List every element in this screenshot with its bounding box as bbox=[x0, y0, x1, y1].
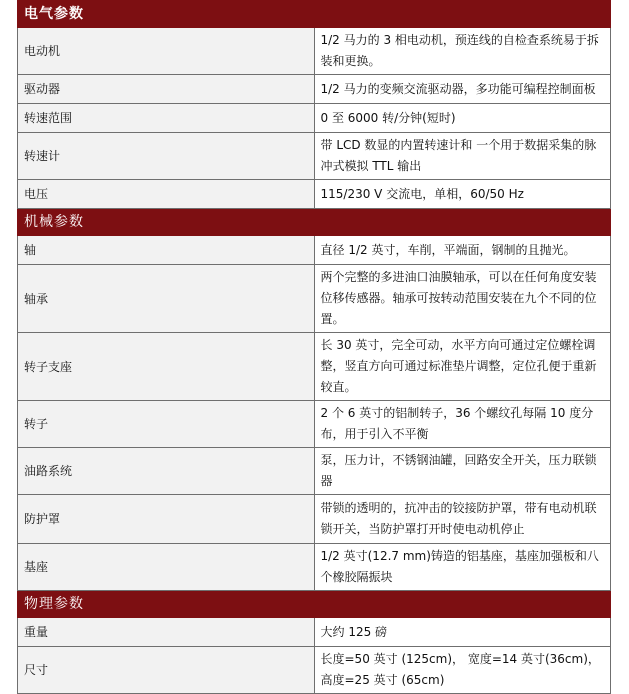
section-title: 电气参数 bbox=[18, 1, 611, 28]
row-value: 1/2 英寸(12.7 mm)铸造的铝基座，基座加强板和八个橡胶隔振块 bbox=[314, 544, 611, 591]
row-value: 2 个 6 英寸的铝制转子，36 个螺纹孔每隔 10 度分布，用于引入不平衡 bbox=[314, 401, 611, 448]
table-row bbox=[18, 544, 611, 591]
table-row bbox=[18, 104, 611, 133]
table-row bbox=[18, 647, 611, 694]
table-row bbox=[18, 180, 611, 209]
section-header-mechanical bbox=[18, 209, 611, 236]
table-row bbox=[18, 236, 611, 265]
row-value: 长 30 英寸，完全可动，水平方向可通过定位螺栓调整，竖直方向可通过标准垫片调整，定位孔便于重新较直。 bbox=[314, 333, 611, 401]
row-label: 轴承 bbox=[18, 265, 315, 333]
section-header-physical bbox=[18, 591, 611, 618]
row-label: 电压 bbox=[18, 180, 315, 209]
row-label: 转速范围 bbox=[18, 104, 315, 133]
section-title: 机械参数 bbox=[18, 209, 611, 236]
row-value: 1/2 马力的 3 相电动机，预连线的自检查系统易于拆装和更换。 bbox=[314, 28, 611, 75]
row-label: 基座 bbox=[18, 544, 315, 591]
table-row bbox=[18, 133, 611, 180]
row-label: 电动机 bbox=[18, 28, 315, 75]
table-row bbox=[18, 618, 611, 647]
row-value: 1/2 马力的变频交流驱动器，多功能可编程控制面板 bbox=[314, 75, 611, 104]
table-row bbox=[18, 495, 611, 544]
row-value: 长度=50 英寸 (125cm)， 宽度=14 英寸(36cm)，高度=25 英寸 (65cm) bbox=[314, 647, 611, 694]
row-label: 重量 bbox=[18, 618, 315, 647]
row-value: 直径 1/2 英寸，车削，平端面，钢制的且抛光。 bbox=[314, 236, 611, 265]
row-value: 两个完整的多进油口油膜轴承，可以在任何角度安装位移传感器。轴承可按转动范围安装在九个不同的位置。 bbox=[314, 265, 611, 333]
row-value: 泵，压力计，不锈钢油罐，回路安全开关，压力联锁器 bbox=[314, 448, 611, 495]
row-label: 驱动器 bbox=[18, 75, 315, 104]
row-value: 大约 125 磅 bbox=[314, 618, 611, 647]
row-label: 油路系统 bbox=[18, 448, 315, 495]
row-value: 带锁的透明的，抗冲击的铰接防护罩，带有电动机联锁开关，当防护罩打开时使电动机停止 bbox=[314, 495, 611, 544]
row-label: 转子 bbox=[18, 401, 315, 448]
table-row bbox=[18, 401, 611, 448]
section-title: 物理参数 bbox=[18, 591, 611, 618]
row-value: 带 LCD 数显的内置转速计和 一个用于数据采集的脉冲式模拟 TTL 输出 bbox=[314, 133, 611, 180]
row-label: 转子支座 bbox=[18, 333, 315, 401]
row-label: 轴 bbox=[18, 236, 315, 265]
table-row bbox=[18, 333, 611, 401]
table-row bbox=[18, 75, 611, 104]
row-value: 0 至 6000 转/分钟(短时) bbox=[314, 104, 611, 133]
row-label: 转速计 bbox=[18, 133, 315, 180]
row-label: 防护罩 bbox=[18, 495, 315, 544]
spec-table bbox=[17, 0, 611, 694]
section-header-electrical bbox=[18, 1, 611, 28]
table-row bbox=[18, 265, 611, 333]
row-value: 115/230 V 交流电，单相，60/50 Hz bbox=[314, 180, 611, 209]
table-row bbox=[18, 448, 611, 495]
table-row bbox=[18, 28, 611, 75]
row-label: 尺寸 bbox=[18, 647, 315, 694]
